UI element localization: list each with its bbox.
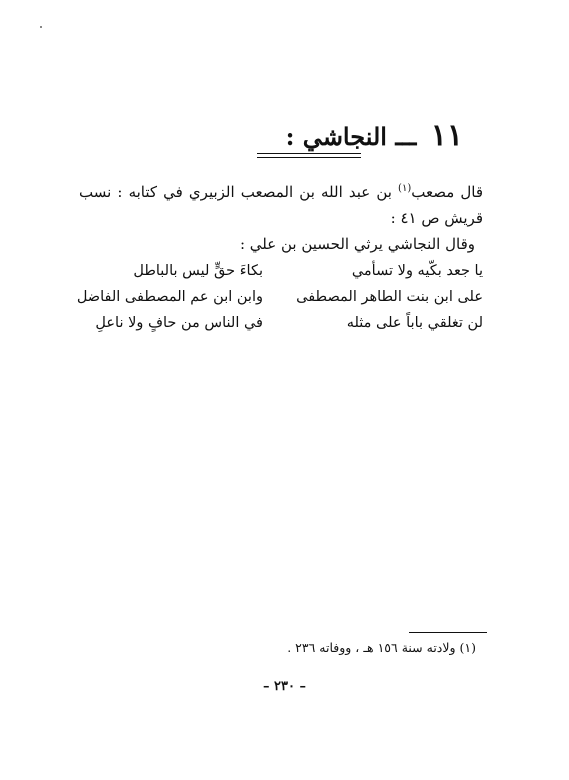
- verse-second-hemistich: في الناس من حافٍ ولا ناعلِ: [95, 315, 263, 331]
- verse-first-hemistich: يا جعد بكّيه ولا تسأمي: [351, 263, 483, 279]
- section-title: النجاشي :: [285, 122, 387, 151]
- heading-double-underline: [257, 153, 361, 154]
- intro-text-rest: بن عبد الله بن المصعب الزبيري في كتابه : نسب قريش ص ٤١ :: [79, 183, 483, 227]
- footnote: (١) ولادته سنة ١٥٦ هـ ، ووفاته ٢٣٦ .: [287, 640, 476, 655]
- verse-second-hemistich: وابن ابن عم المصطفى الفاضل: [76, 289, 263, 305]
- verse-second-hemistich: بكاءَ حقٍّ ليس بالباطل: [133, 263, 263, 279]
- poem: [76, 258, 483, 336]
- section-dash: ـــ: [395, 122, 417, 151]
- intro-text-start: قال مصعب: [411, 183, 483, 201]
- page-number: – ٢٣٠ –: [262, 679, 306, 694]
- footnote-separator: [409, 632, 487, 633]
- poem-verse: [83, 310, 483, 336]
- poem-verse: [83, 258, 483, 284]
- scan-speck: [40, 26, 42, 28]
- footnote-reference: (١): [398, 183, 412, 194]
- intro-paragraph: [79, 176, 483, 231]
- verse-first-hemistich: لن تغلقي باباً على مثله: [346, 315, 483, 331]
- verse-first-hemistich: على ابن بنت الطاهر المصطفى: [296, 289, 483, 305]
- poem-verse: [76, 284, 483, 310]
- section-heading: [286, 118, 463, 153]
- poem-introduction: وقال النجاشي يرثي الحسين بن علي :: [239, 235, 475, 253]
- section-number: ١١: [430, 118, 463, 153]
